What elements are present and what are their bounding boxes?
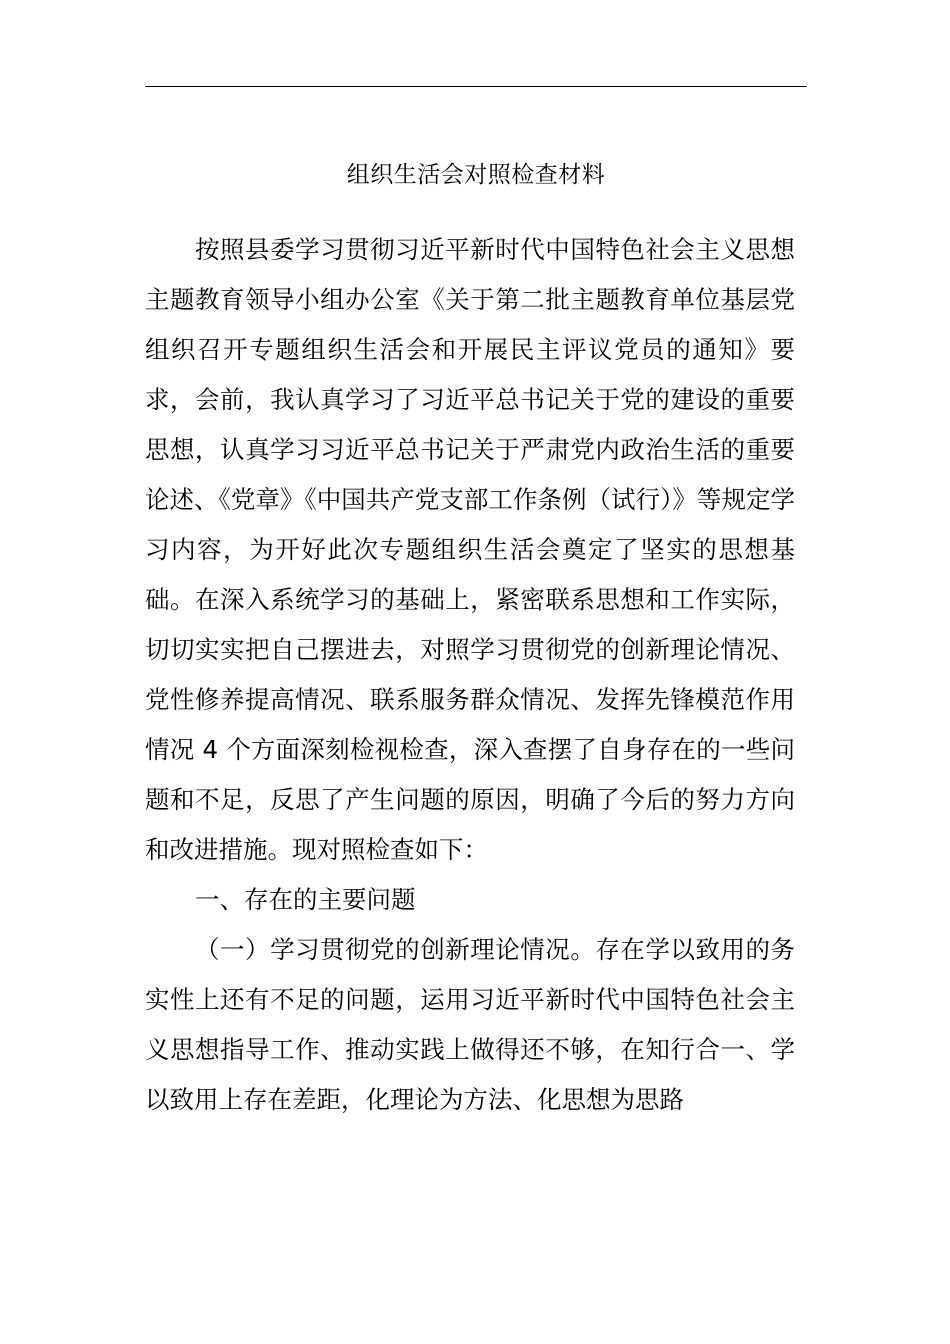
document-title: 组织生活会对照检查材料 [346,162,606,188]
paragraph-problem-one: （一）学习贯彻党的创新理论情况。存在学以致用的务实性上还有不足的问题，运用习近平新时代中国特色社会主义思想指导工作、推动实践上做得还不够，在知行合一、学以致用上存在差距，化理论为方法、化思想为思路 [145,935,795,1114]
section-heading-main-problems: 一、存在的主要问题 [195,885,416,914]
paragraph-intro: 按照县委学习贯彻习近平新时代中国特色社会主义思想主题教育领导小组办公室《关于第二批主题教育单位基层党组织召开专题组织生活会和开展民主评议党员的通知》要求，会前，我认真学习了习近平总书记关于党的建设的重要思想，认真学习习近平总书记关于严肃党内政治生活的重要论述、《党章》《中国共产党支部工作条例（试行）》等规定学习内容，为开好此次专题组织生活会奠定了坚实的思想基础。在深入系统学习的基础上，紧密联系思想和工作实际，切切实实把自己摆进去，对照学习贯彻党的创新理论情况、党性修养提高情况、联系服务群众情况、发挥先锋模范作用情况 4 个方面深刻检视检查，深入查摆了自身存在的一些问题和不足，反思了产生问题的原因，明确了今后的努力方向和改进措施。现对照检查如下： [145,235,795,864]
document-body [145,225,795,1125]
header-rule [145,86,807,87]
